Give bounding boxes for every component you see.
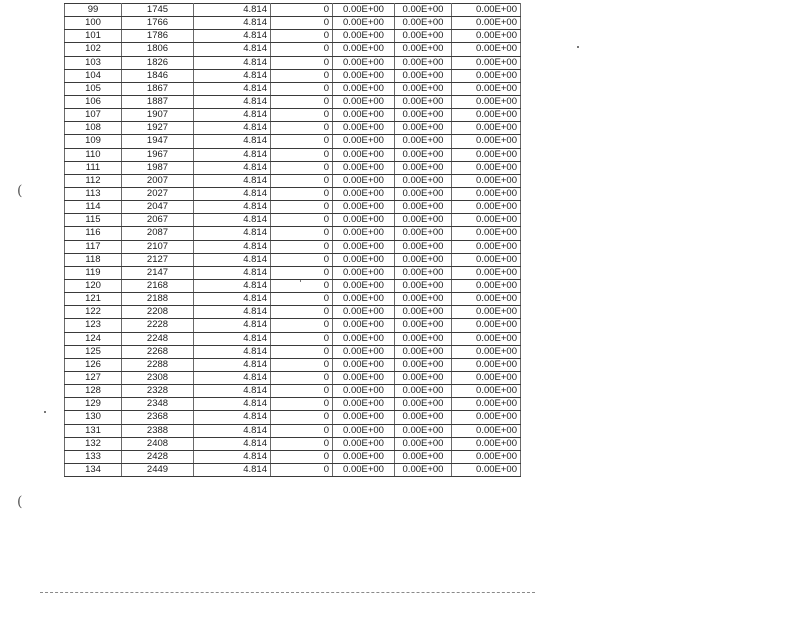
table-row <box>65 279 521 292</box>
col-e-cell: 0.00E+00 <box>395 411 452 424</box>
depth-cell: 2449 <box>122 463 194 476</box>
row-number-cell: 116 <box>65 227 122 240</box>
zero-cell: 0 <box>271 358 333 371</box>
value-cell: 4.814 <box>194 174 271 187</box>
col-f-cell: 0.00E+00 <box>452 450 521 463</box>
col-d-cell: 0.00E+00 <box>333 148 395 161</box>
col-d-cell: 0.00E+00 <box>333 463 395 476</box>
depth-cell: 1987 <box>122 161 194 174</box>
depth-cell: 2308 <box>122 371 194 384</box>
col-f-cell: 0.00E+00 <box>452 174 521 187</box>
col-e-cell: 0.00E+00 <box>395 279 452 292</box>
col-d-cell: 0.00E+00 <box>333 122 395 135</box>
zero-cell: 0 <box>271 148 333 161</box>
col-d-cell: 0.00E+00 <box>333 319 395 332</box>
col-d-cell: 0.00E+00 <box>333 201 395 214</box>
value-cell: 4.814 <box>194 240 271 253</box>
value-cell: 4.814 <box>194 319 271 332</box>
value-cell: 4.814 <box>194 161 271 174</box>
col-f-cell: 0.00E+00 <box>452 17 521 30</box>
col-f-cell: 0.00E+00 <box>452 69 521 82</box>
col-e-cell: 0.00E+00 <box>395 345 452 358</box>
col-f-cell: 0.00E+00 <box>452 148 521 161</box>
table-row <box>65 17 521 30</box>
table-row <box>65 69 521 82</box>
table-row <box>65 227 521 240</box>
col-f-cell: 0.00E+00 <box>452 227 521 240</box>
table-row <box>65 82 521 95</box>
zero-cell: 0 <box>271 437 333 450</box>
depth-cell: 2067 <box>122 214 194 227</box>
col-f-cell: 0.00E+00 <box>452 109 521 122</box>
table-row <box>65 319 521 332</box>
zero-cell: 0 <box>271 319 333 332</box>
depth-cell: 2147 <box>122 266 194 279</box>
table-row <box>65 332 521 345</box>
col-d-cell: 0.00E+00 <box>333 385 395 398</box>
row-number-cell: 121 <box>65 293 122 306</box>
table-row <box>65 424 521 437</box>
depth-cell: 2087 <box>122 227 194 240</box>
zero-cell: 0 <box>271 4 333 17</box>
scan-speck <box>300 280 301 282</box>
col-f-cell: 0.00E+00 <box>452 319 521 332</box>
value-cell: 4.814 <box>194 187 271 200</box>
col-e-cell: 0.00E+00 <box>395 43 452 56</box>
scan-speck <box>44 411 46 413</box>
value-cell: 4.814 <box>194 17 271 30</box>
col-d-cell: 0.00E+00 <box>333 279 395 292</box>
table-row <box>65 385 521 398</box>
col-f-cell: 0.00E+00 <box>452 43 521 56</box>
row-number-cell: 128 <box>65 385 122 398</box>
row-number-cell: 107 <box>65 109 122 122</box>
table-row <box>65 109 521 122</box>
data-table <box>64 3 521 477</box>
value-cell: 4.814 <box>194 69 271 82</box>
col-f-cell: 0.00E+00 <box>452 398 521 411</box>
depth-cell: 1786 <box>122 30 194 43</box>
depth-cell: 1887 <box>122 95 194 108</box>
table-row <box>65 437 521 450</box>
depth-cell: 2408 <box>122 437 194 450</box>
col-d-cell: 0.00E+00 <box>333 411 395 424</box>
col-d-cell: 0.00E+00 <box>333 332 395 345</box>
row-number-cell: 108 <box>65 122 122 135</box>
row-number-cell: 120 <box>65 279 122 292</box>
depth-cell: 2007 <box>122 174 194 187</box>
depth-cell: 2288 <box>122 358 194 371</box>
col-e-cell: 0.00E+00 <box>395 174 452 187</box>
depth-cell: 1745 <box>122 4 194 17</box>
row-number-cell: 123 <box>65 319 122 332</box>
col-d-cell: 0.00E+00 <box>333 95 395 108</box>
col-d-cell: 0.00E+00 <box>333 161 395 174</box>
col-f-cell: 0.00E+00 <box>452 411 521 424</box>
row-number-cell: 132 <box>65 437 122 450</box>
col-e-cell: 0.00E+00 <box>395 398 452 411</box>
row-number-cell: 134 <box>65 463 122 476</box>
col-e-cell: 0.00E+00 <box>395 56 452 69</box>
row-number-cell: 114 <box>65 201 122 214</box>
row-number-cell: 119 <box>65 266 122 279</box>
table-row <box>65 201 521 214</box>
zero-cell: 0 <box>271 30 333 43</box>
table-row <box>65 371 521 384</box>
row-number-cell: 104 <box>65 69 122 82</box>
depth-cell: 1927 <box>122 122 194 135</box>
col-f-cell: 0.00E+00 <box>452 306 521 319</box>
col-e-cell: 0.00E+00 <box>395 122 452 135</box>
col-e-cell: 0.00E+00 <box>395 4 452 17</box>
row-number-cell: 118 <box>65 253 122 266</box>
value-cell: 4.814 <box>194 148 271 161</box>
zero-cell: 0 <box>271 82 333 95</box>
zero-cell: 0 <box>271 411 333 424</box>
scan-speck <box>577 46 579 48</box>
value-cell: 4.814 <box>194 398 271 411</box>
col-d-cell: 0.00E+00 <box>333 69 395 82</box>
value-cell: 4.814 <box>194 279 271 292</box>
col-f-cell: 0.00E+00 <box>452 4 521 17</box>
col-e-cell: 0.00E+00 <box>395 17 452 30</box>
zero-cell: 0 <box>271 161 333 174</box>
depth-cell: 2047 <box>122 201 194 214</box>
table-row <box>65 148 521 161</box>
col-e-cell: 0.00E+00 <box>395 214 452 227</box>
col-d-cell: 0.00E+00 <box>333 214 395 227</box>
depth-cell: 2188 <box>122 293 194 306</box>
col-e-cell: 0.00E+00 <box>395 240 452 253</box>
value-cell: 4.814 <box>194 463 271 476</box>
depth-cell: 2107 <box>122 240 194 253</box>
zero-cell: 0 <box>271 266 333 279</box>
depth-cell: 1867 <box>122 82 194 95</box>
value-cell: 4.814 <box>194 293 271 306</box>
table-row <box>65 95 521 108</box>
col-d-cell: 0.00E+00 <box>333 398 395 411</box>
row-number-cell: 115 <box>65 214 122 227</box>
col-d-cell: 0.00E+00 <box>333 174 395 187</box>
row-number-cell: 100 <box>65 17 122 30</box>
col-e-cell: 0.00E+00 <box>395 187 452 200</box>
table-row <box>65 398 521 411</box>
col-d-cell: 0.00E+00 <box>333 109 395 122</box>
value-cell: 4.814 <box>194 266 271 279</box>
col-d-cell: 0.00E+00 <box>333 240 395 253</box>
value-cell: 4.814 <box>194 227 271 240</box>
zero-cell: 0 <box>271 227 333 240</box>
col-d-cell: 0.00E+00 <box>333 17 395 30</box>
col-e-cell: 0.00E+00 <box>395 30 452 43</box>
col-f-cell: 0.00E+00 <box>452 240 521 253</box>
col-f-cell: 0.00E+00 <box>452 122 521 135</box>
table-row <box>65 358 521 371</box>
col-d-cell: 0.00E+00 <box>333 4 395 17</box>
col-e-cell: 0.00E+00 <box>395 437 452 450</box>
value-cell: 4.814 <box>194 109 271 122</box>
value-cell: 4.814 <box>194 95 271 108</box>
depth-cell: 2368 <box>122 411 194 424</box>
col-f-cell: 0.00E+00 <box>452 332 521 345</box>
table-row <box>65 240 521 253</box>
col-f-cell: 0.00E+00 <box>452 437 521 450</box>
depth-cell: 2428 <box>122 450 194 463</box>
col-f-cell: 0.00E+00 <box>452 253 521 266</box>
zero-cell: 0 <box>271 279 333 292</box>
zero-cell: 0 <box>271 398 333 411</box>
zero-cell: 0 <box>271 306 333 319</box>
table-row <box>65 135 521 148</box>
row-number-cell: 101 <box>65 30 122 43</box>
table-row <box>65 214 521 227</box>
col-d-cell: 0.00E+00 <box>333 227 395 240</box>
depth-cell: 2348 <box>122 398 194 411</box>
table-body <box>65 4 521 477</box>
row-number-cell: 111 <box>65 161 122 174</box>
col-e-cell: 0.00E+00 <box>395 424 452 437</box>
col-e-cell: 0.00E+00 <box>395 161 452 174</box>
col-e-cell: 0.00E+00 <box>395 306 452 319</box>
row-number-cell: 109 <box>65 135 122 148</box>
depth-cell: 1907 <box>122 109 194 122</box>
zero-cell: 0 <box>271 122 333 135</box>
depth-cell: 2127 <box>122 253 194 266</box>
table-row <box>65 174 521 187</box>
zero-cell: 0 <box>271 109 333 122</box>
value-cell: 4.814 <box>194 306 271 319</box>
table-row <box>65 56 521 69</box>
value-cell: 4.814 <box>194 56 271 69</box>
row-number-cell: 129 <box>65 398 122 411</box>
col-f-cell: 0.00E+00 <box>452 201 521 214</box>
col-f-cell: 0.00E+00 <box>452 279 521 292</box>
zero-cell: 0 <box>271 463 333 476</box>
col-f-cell: 0.00E+00 <box>452 30 521 43</box>
table-row <box>65 122 521 135</box>
depth-cell: 1766 <box>122 17 194 30</box>
table-row <box>65 345 521 358</box>
col-f-cell: 0.00E+00 <box>452 95 521 108</box>
col-d-cell: 0.00E+00 <box>333 306 395 319</box>
col-f-cell: 0.00E+00 <box>452 266 521 279</box>
row-number-cell: 122 <box>65 306 122 319</box>
col-e-cell: 0.00E+00 <box>395 135 452 148</box>
row-number-cell: 106 <box>65 95 122 108</box>
col-d-cell: 0.00E+00 <box>333 43 395 56</box>
col-d-cell: 0.00E+00 <box>333 424 395 437</box>
value-cell: 4.814 <box>194 214 271 227</box>
zero-cell: 0 <box>271 69 333 82</box>
row-number-cell: 117 <box>65 240 122 253</box>
zero-cell: 0 <box>271 371 333 384</box>
row-number-cell: 103 <box>65 56 122 69</box>
depth-cell: 1967 <box>122 148 194 161</box>
col-f-cell: 0.00E+00 <box>452 371 521 384</box>
row-number-cell: 113 <box>65 187 122 200</box>
zero-cell: 0 <box>271 95 333 108</box>
depth-cell: 2248 <box>122 332 194 345</box>
col-f-cell: 0.00E+00 <box>452 214 521 227</box>
value-cell: 4.814 <box>194 253 271 266</box>
zero-cell: 0 <box>271 450 333 463</box>
margin-mark-lower: ( <box>17 494 23 510</box>
table-row <box>65 253 521 266</box>
table-row <box>65 266 521 279</box>
col-e-cell: 0.00E+00 <box>395 82 452 95</box>
col-e-cell: 0.00E+00 <box>395 201 452 214</box>
col-e-cell: 0.00E+00 <box>395 371 452 384</box>
row-number-cell: 131 <box>65 424 122 437</box>
row-number-cell: 124 <box>65 332 122 345</box>
col-e-cell: 0.00E+00 <box>395 293 452 306</box>
col-d-cell: 0.00E+00 <box>333 56 395 69</box>
row-number-cell: 125 <box>65 345 122 358</box>
zero-cell: 0 <box>271 43 333 56</box>
col-f-cell: 0.00E+00 <box>452 135 521 148</box>
value-cell: 4.814 <box>194 30 271 43</box>
col-d-cell: 0.00E+00 <box>333 371 395 384</box>
row-number-cell: 99 <box>65 4 122 17</box>
value-cell: 4.814 <box>194 424 271 437</box>
depth-cell: 2027 <box>122 187 194 200</box>
table-row <box>65 161 521 174</box>
col-f-cell: 0.00E+00 <box>452 56 521 69</box>
depth-cell: 2328 <box>122 385 194 398</box>
col-d-cell: 0.00E+00 <box>333 135 395 148</box>
col-e-cell: 0.00E+00 <box>395 450 452 463</box>
col-e-cell: 0.00E+00 <box>395 358 452 371</box>
col-e-cell: 0.00E+00 <box>395 69 452 82</box>
margin-mark-upper: ( <box>17 183 23 199</box>
col-f-cell: 0.00E+00 <box>452 345 521 358</box>
col-d-cell: 0.00E+00 <box>333 82 395 95</box>
value-cell: 4.814 <box>194 371 271 384</box>
col-e-cell: 0.00E+00 <box>395 227 452 240</box>
value-cell: 4.814 <box>194 437 271 450</box>
col-d-cell: 0.00E+00 <box>333 30 395 43</box>
zero-cell: 0 <box>271 201 333 214</box>
value-cell: 4.814 <box>194 122 271 135</box>
col-f-cell: 0.00E+00 <box>452 463 521 476</box>
col-d-cell: 0.00E+00 <box>333 266 395 279</box>
depth-cell: 1846 <box>122 69 194 82</box>
depth-cell: 2208 <box>122 306 194 319</box>
depth-cell: 1947 <box>122 135 194 148</box>
value-cell: 4.814 <box>194 411 271 424</box>
col-f-cell: 0.00E+00 <box>452 187 521 200</box>
col-f-cell: 0.00E+00 <box>452 424 521 437</box>
col-d-cell: 0.00E+00 <box>333 358 395 371</box>
zero-cell: 0 <box>271 56 333 69</box>
col-e-cell: 0.00E+00 <box>395 148 452 161</box>
table-row <box>65 30 521 43</box>
zero-cell: 0 <box>271 174 333 187</box>
table-row <box>65 450 521 463</box>
col-d-cell: 0.00E+00 <box>333 437 395 450</box>
depth-cell: 1826 <box>122 56 194 69</box>
depth-cell: 2228 <box>122 319 194 332</box>
value-cell: 4.814 <box>194 43 271 56</box>
row-number-cell: 126 <box>65 358 122 371</box>
zero-cell: 0 <box>271 240 333 253</box>
table-row <box>65 463 521 476</box>
value-cell: 4.814 <box>194 358 271 371</box>
depth-cell: 2168 <box>122 279 194 292</box>
row-number-cell: 110 <box>65 148 122 161</box>
row-number-cell: 102 <box>65 43 122 56</box>
col-f-cell: 0.00E+00 <box>452 385 521 398</box>
col-e-cell: 0.00E+00 <box>395 332 452 345</box>
col-f-cell: 0.00E+00 <box>452 161 521 174</box>
zero-cell: 0 <box>271 424 333 437</box>
value-cell: 4.814 <box>194 450 271 463</box>
table-row <box>65 43 521 56</box>
value-cell: 4.814 <box>194 4 271 17</box>
table-row <box>65 411 521 424</box>
zero-cell: 0 <box>271 293 333 306</box>
row-number-cell: 105 <box>65 82 122 95</box>
value-cell: 4.814 <box>194 345 271 358</box>
row-number-cell: 130 <box>65 411 122 424</box>
col-d-cell: 0.00E+00 <box>333 345 395 358</box>
col-e-cell: 0.00E+00 <box>395 95 452 108</box>
col-d-cell: 0.00E+00 <box>333 253 395 266</box>
col-e-cell: 0.00E+00 <box>395 266 452 279</box>
table-row <box>65 306 521 319</box>
value-cell: 4.814 <box>194 82 271 95</box>
depth-cell: 2268 <box>122 345 194 358</box>
col-e-cell: 0.00E+00 <box>395 253 452 266</box>
table-row <box>65 187 521 200</box>
table-row <box>65 4 521 17</box>
zero-cell: 0 <box>271 17 333 30</box>
col-d-cell: 0.00E+00 <box>333 450 395 463</box>
table-row <box>65 293 521 306</box>
value-cell: 4.814 <box>194 135 271 148</box>
col-e-cell: 0.00E+00 <box>395 463 452 476</box>
col-f-cell: 0.00E+00 <box>452 358 521 371</box>
col-f-cell: 0.00E+00 <box>452 82 521 95</box>
zero-cell: 0 <box>271 135 333 148</box>
zero-cell: 0 <box>271 345 333 358</box>
col-d-cell: 0.00E+00 <box>333 187 395 200</box>
col-e-cell: 0.00E+00 <box>395 109 452 122</box>
value-cell: 4.814 <box>194 385 271 398</box>
row-number-cell: 127 <box>65 371 122 384</box>
zero-cell: 0 <box>271 214 333 227</box>
zero-cell: 0 <box>271 253 333 266</box>
footer-rule <box>40 592 535 593</box>
zero-cell: 0 <box>271 332 333 345</box>
col-e-cell: 0.00E+00 <box>395 385 452 398</box>
depth-cell: 2388 <box>122 424 194 437</box>
col-f-cell: 0.00E+00 <box>452 293 521 306</box>
row-number-cell: 133 <box>65 450 122 463</box>
value-cell: 4.814 <box>194 332 271 345</box>
row-number-cell: 112 <box>65 174 122 187</box>
zero-cell: 0 <box>271 187 333 200</box>
col-e-cell: 0.00E+00 <box>395 319 452 332</box>
zero-cell: 0 <box>271 385 333 398</box>
col-d-cell: 0.00E+00 <box>333 293 395 306</box>
value-cell: 4.814 <box>194 201 271 214</box>
depth-cell: 1806 <box>122 43 194 56</box>
